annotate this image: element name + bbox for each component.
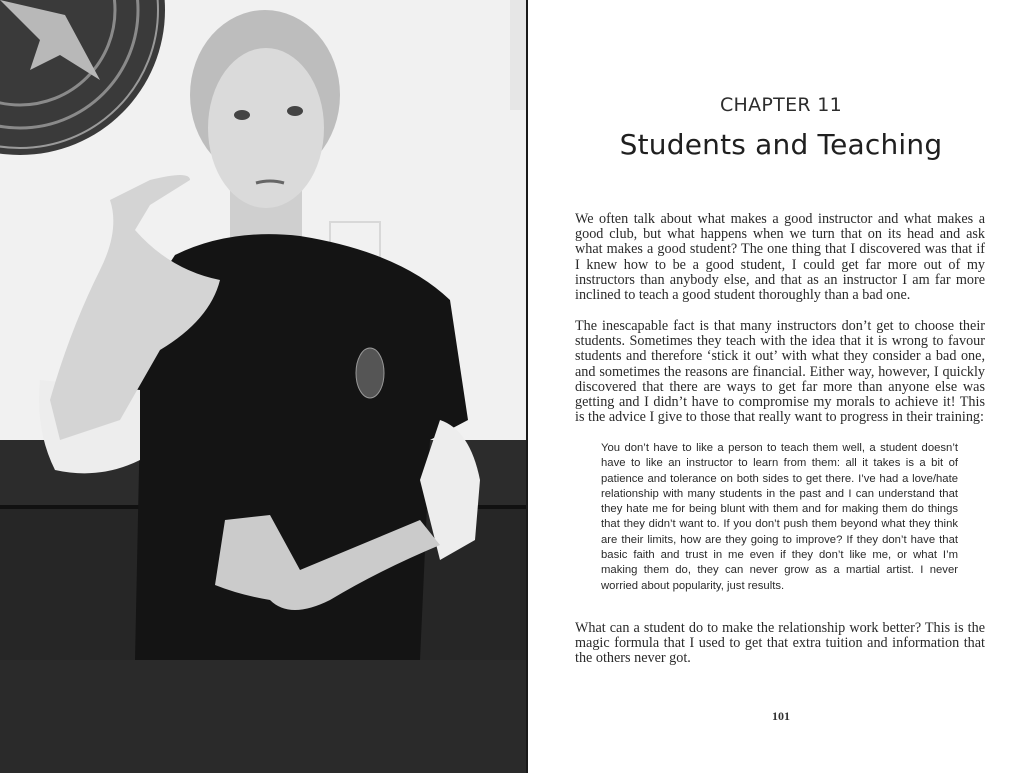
right-page: [528, 0, 1024, 773]
paragraph-intro: We often talk about what makes a good instructor and what makes a good club, but what happens when we turn that on its head and ask what makes a good student? The one thing that I discovered was that if I knew how to be a good student, I could get far more out of my instructors than anybody else, and that as an instructor I am far more inclined to teach a good student thoroughly than a bad one.: [575, 211, 985, 304]
door-frame: [510, 0, 526, 110]
paragraph-formula: What can a student do to make the relationship work better? This is the magic formula that I used to get that extra tuition and information that the others never got.: [575, 620, 985, 667]
paragraph-instructors: The inescapable fact is that many instructors don’t get to choose their students. Sometimes they teach with the idea that it is wrong to favour students and therefore ‘stick it out’ with what they consider a bad one, and sometimes the reasons are financial. Either way, however, I quickly discovered that there are ways to get far more than anyone else was getting and I didn’t have to compromise my morals to achieve it! This is the advice I give to those that really want to progress in their training:: [575, 318, 985, 426]
instructor-photo: [0, 0, 526, 660]
block-quote: You don’t have to like a person to teach them well, a student doesn’t have to like an instructor to learn from them: all it takes is a bit of patience and tolerance on both sides to get there. I’ve had a love/hate relationship with many students in the past and I can understand that they hate me for being blunt with them and for making them do things that they didn’t want to. If you don’t push them beyond what they think are their limits, how are they going to improve? If they don’t have that basic faith and trust in me even if they don’t like me, or what I’m making them do, they can never grow as a martial artist. I never worried about popularity, just results.: [601, 442, 958, 592]
shirt-logo: [356, 348, 384, 398]
chapter-title: Students and Teaching: [619, 128, 943, 161]
page-number: 101: [772, 709, 790, 723]
chapter-label: CHAPTER 11: [719, 94, 843, 116]
face: [208, 48, 324, 208]
